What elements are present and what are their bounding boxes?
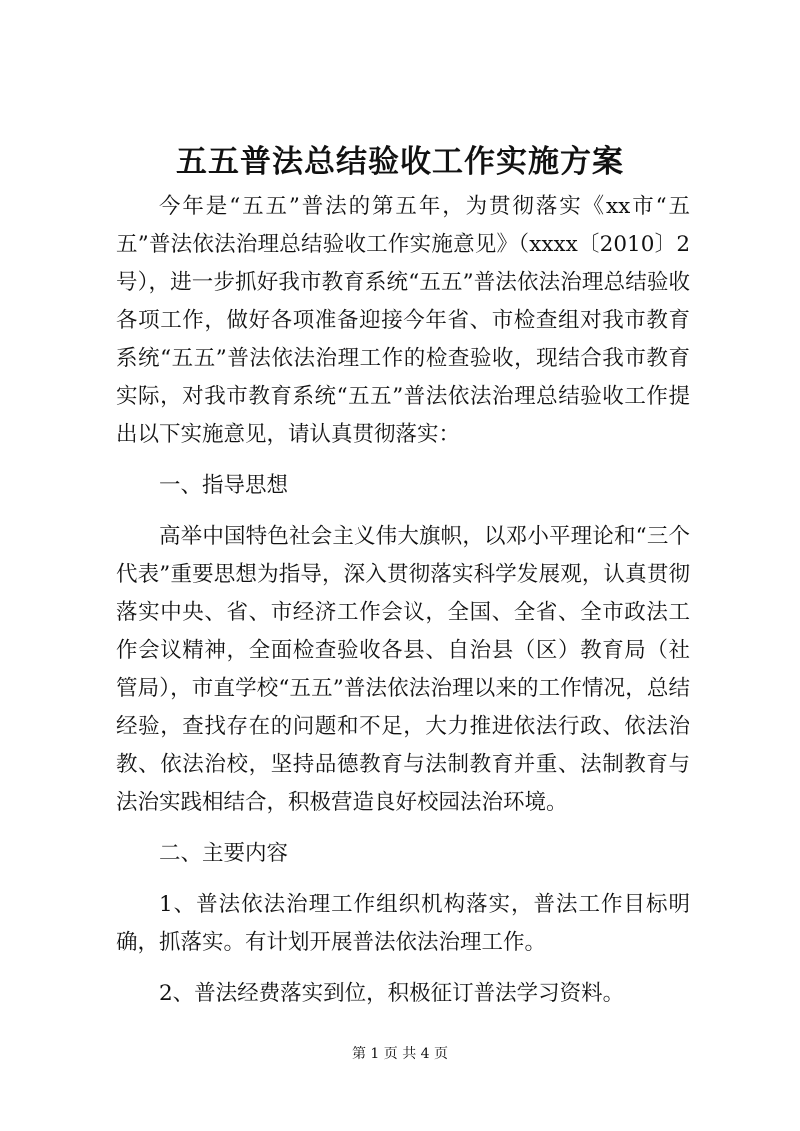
content-item-2: 2、普法经费落实到位，积极征订普法学习资料。 <box>159 981 625 1006</box>
content-item-1: 1、普法依法治理工作组织机构落实，普法工作目标明确，抓落实。有计划开展普法依法治理工作。 <box>116 892 690 955</box>
document-body <box>116 188 690 1013</box>
intro-paragraph: 今年是“五五”普法的第五年，为贯彻落实《xx市“五五”普法依法治理总结验收工作实施意见》（xxxx〔2010〕2号），进一步抓好我市教育系统“五五”普法依法治理总结验收各项工作，做好各项准备迎接今年省、市检查组对我市教育系统“五五”普法依法治理工作的检查验收，现结合我市教育实际，对我市教育系统“五五”普法依法治理总结验收工作提出以下实施意见，请认真贯彻落实： <box>116 194 690 447</box>
page-number-footer: 第 1 页 共 4 页 <box>351 1046 449 1062</box>
section-heading-main-content: 二、主要内容 <box>159 841 289 866</box>
guiding-ideology-paragraph: 高举中国特色社会主义伟大旗帜，以邓小平理论和“三个代表”重要思想为指导，深入贯彻落实科学发展观，认真贯彻落实中央、省、市经济工作会议，全国、全省、全市政法工作会议精神，全面检查验收各县、自治县（区）教育局（社管局），市直学校“五五”普法依法治理以来的工作情况，总结经验，查找存在的问题和不足，大力推进依法行政、依法治教、依法治校，坚持品德教育与法制教育并重、法制教育与法治实践相结合，积极营造良好校园法治环境。 <box>116 524 690 815</box>
section-heading-guiding-ideology: 一、指导思想 <box>159 473 289 498</box>
document-title: 五五普法总结验收工作实施方案 <box>176 144 624 180</box>
